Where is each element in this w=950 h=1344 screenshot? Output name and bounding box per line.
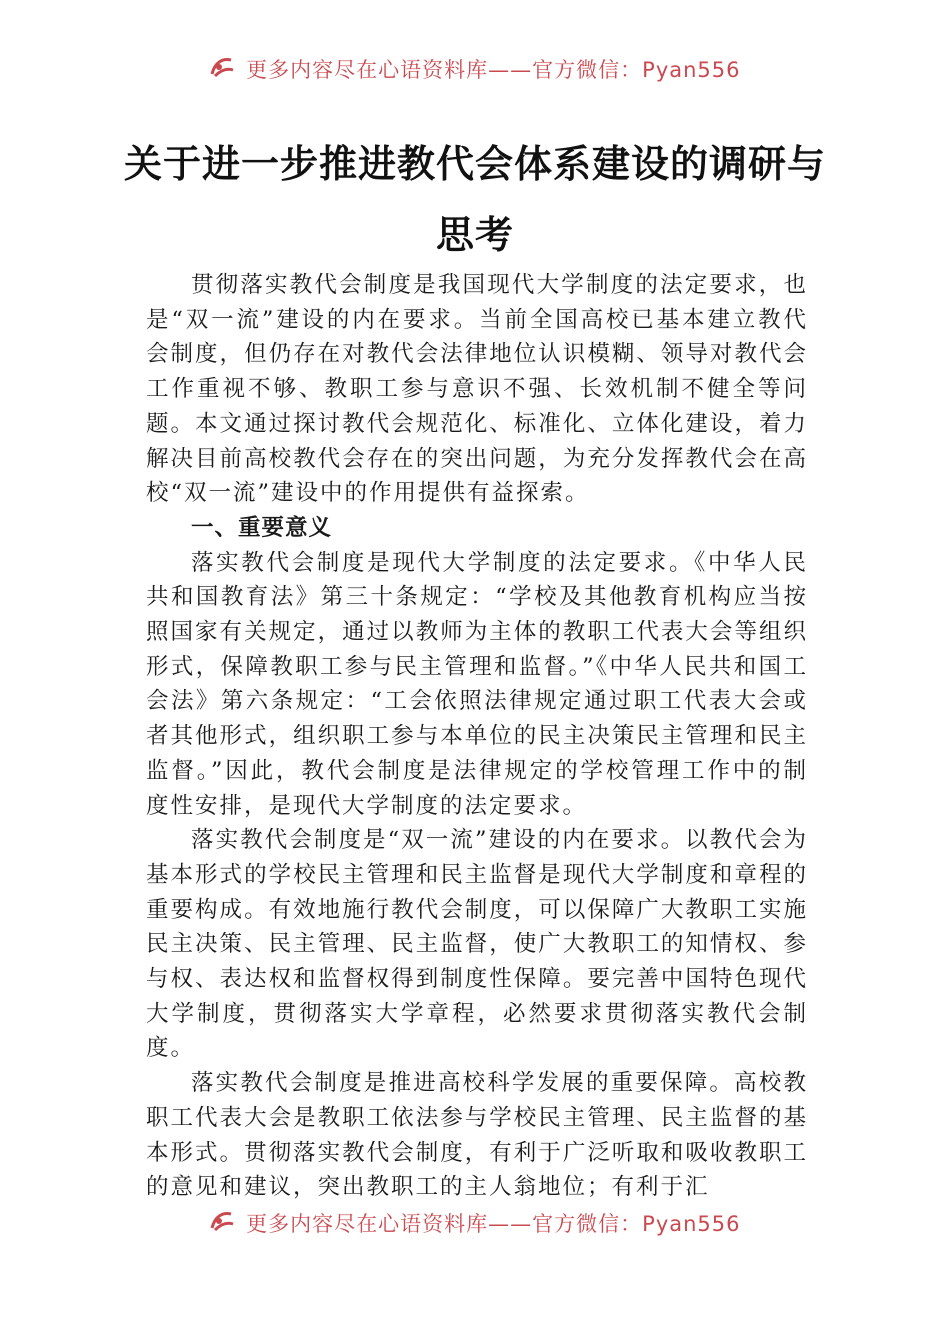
intro-paragraph: 贯彻落实教代会制度是我国现代大学制度的法定要求，也是“双一流”建设的内在要求。当前全国高校已基本建立教代会制度，但仍存在对教代会法律地位认识模糊、领导对教代会工作重视不够、教职工参与意识不强、长效机制不健全等问题。本文通过探讨教代会规范化、标准化、立体化建设，着力解决目前高校教代会存在的突出问题，为充分发挥教代会在高校“双一流”建设中的作用提供有益探索。 — [146, 272, 808, 507]
brand-logo-icon — [209, 1210, 235, 1236]
document-title-line2: 思考 — [435, 212, 514, 257]
brand-logo-icon — [209, 56, 235, 82]
watermark-text: 更多内容尽在心语资料库——官方微信：Pyan556 — [246, 58, 741, 82]
body-paragraph: 落实教代会制度是“双一流”建设的内在要求。以教代会为基本形式的学校民主管理和民主监督是现代大学制度和章程的重要构成。有效地施行教代会制度，可以保障广大教职工实施民主决策、民主管理、民主监督，使广大教职工的知情权、参与权、表达权和监督权得到制度性保障。要完善中国特色现代大学制度，贯彻落实大学章程，必然要求贯彻落实教代会制度。 — [146, 827, 808, 1062]
watermark-text: 更多内容尽在心语资料库——官方微信：Pyan556 — [246, 1212, 741, 1236]
document-title-line1: 关于进一步推进教代会体系建设的调研与 — [123, 141, 826, 186]
document-body — [146, 268, 808, 1205]
watermark-banner-top — [0, 56, 950, 82]
section-heading: 一、重要意义 — [191, 514, 333, 541]
body-paragraph: 落实教代会制度是推进高校科学发展的重要保障。高校教职工代表大会是教职工依法参与学校民主管理、民主监督的基本形式。贯彻落实教代会制度，有利于广泛听取和吸收教职工的意见和建议，突出教职工的主人翁地位；有利于汇 — [146, 1070, 808, 1201]
watermark-banner-bottom — [0, 1210, 950, 1236]
body-paragraph: 落实教代会制度是现代大学制度的法定要求。《中华人民共和国教育法》第三十条规定：“学校及其他教育机构应当按照国家有关规定，通过以教师为主体的教职工代表大会等组织形式，保障教职工参与民主管理和监督。”《中华人民共和国工会法》第六条规定：“工会依照法律规定通过职工代表大会或者其他形式，组织职工参与本单位的民主决策民主管理和民主监督。”因此，教代会制度是法律规定的学校管理工作中的制度性安排，是现代大学制度的法定要求。 — [146, 549, 808, 819]
